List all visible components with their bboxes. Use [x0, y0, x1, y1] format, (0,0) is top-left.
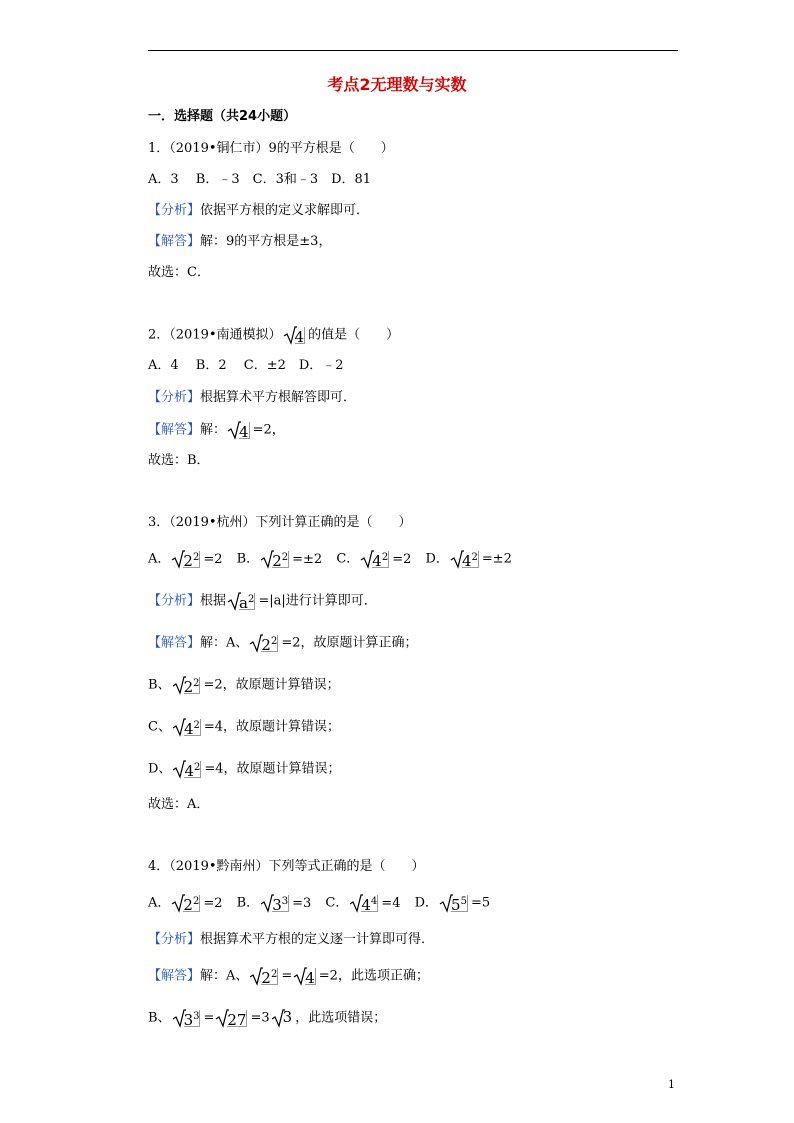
sqrt-symbol — [227, 590, 257, 612]
sqrt-symbol — [227, 419, 252, 441]
q2-answer — [148, 419, 285, 441]
q4-opt-a-rest: =2 — [203, 895, 223, 911]
q3-opt-d-base: 4 — [461, 552, 472, 570]
q3-c-base: 4 — [183, 720, 194, 738]
sqrt-symbol — [171, 548, 202, 570]
q3-opt-c-base: 4 — [372, 552, 382, 570]
q4-b-mid: = — [203, 1010, 215, 1026]
sqrt-symbol — [293, 965, 318, 987]
q3-c-post: =4，故原题计算错误； — [203, 719, 341, 735]
sqrt-symbol — [215, 1007, 249, 1029]
q4-opt-c-base: 4 — [361, 896, 371, 914]
q3-opt-c-label: C． — [336, 551, 360, 567]
q4-b-rad2: 27 — [227, 1011, 247, 1029]
sqrt-symbol — [271, 1007, 295, 1029]
q3-answer-a-post: =2，故原题计算正确； — [281, 635, 418, 651]
sqrt-symbol — [450, 548, 481, 570]
q4-answer-b — [148, 1007, 386, 1029]
q3-opt-a-rest: =2 — [203, 551, 223, 567]
q3-opt-a-label: A． — [148, 551, 171, 567]
q3-opt-b-exp: 2 — [281, 552, 289, 563]
q2-radicand: 4 — [294, 328, 305, 346]
answer-tag: 【解答】 — [148, 635, 201, 651]
sqrt-symbol — [439, 892, 470, 914]
q2-analysis — [148, 387, 356, 409]
analysis-tag: 【分析】 — [148, 203, 201, 218]
q4-opt-d-exp: 5 — [460, 896, 467, 907]
q4-opt-c-rest: =4 — [381, 895, 401, 911]
q3-d-base: 4 — [184, 762, 194, 780]
answer-tag: 【解答】 — [148, 968, 201, 984]
q4-b-exp: 3 — [193, 1011, 200, 1022]
q4-opt-a-label: A． — [148, 895, 171, 911]
q1-answer — [148, 231, 331, 253]
q3-answer-a-base: 2 — [261, 636, 271, 654]
q3-b-base: 2 — [183, 678, 194, 696]
q1-answer-text: 解：9的平方根是±3， — [200, 234, 332, 249]
sqrt-symbol — [171, 892, 202, 914]
sqrt-symbol — [249, 965, 280, 987]
sqrt-symbol — [249, 632, 280, 654]
q1-analysis-text: 依据平方根的定义求解即可． — [200, 203, 370, 218]
analysis-tag: 【分析】 — [148, 932, 201, 947]
q3-c-pre: C、 — [148, 719, 171, 735]
q3-c-exp: 2 — [193, 720, 200, 731]
q3-d-post: =4，故原题计算错误； — [204, 761, 341, 777]
q2-choose: 故选：B． — [148, 453, 210, 468]
q3-b-post: =2，故原题计算错误； — [203, 677, 340, 693]
analysis-tag: 【分析】 — [148, 593, 201, 609]
q4-opt-d-rest: =5 — [470, 895, 491, 911]
q3-opt-d-label: D． — [425, 551, 449, 567]
q3-d-exp: 2 — [193, 762, 201, 773]
q4-opt-d-base: 5 — [451, 896, 461, 914]
q1-stem: 1．（2019•铜仁市）9的平方根是（ ） — [148, 141, 394, 156]
q3-opt-a-exp: 2 — [192, 552, 200, 563]
q4-answer-a-mid: = — [281, 968, 293, 984]
sqrt-symbol — [283, 324, 308, 346]
q4-answer-a-base: 2 — [261, 969, 271, 987]
q3-answer-a — [148, 632, 418, 654]
q3-opt-a-base: 2 — [183, 552, 193, 570]
q3-opt-d-exp: 2 — [471, 552, 478, 563]
sqrt-symbol — [172, 674, 203, 696]
q3-opt-b-rest: =±2 — [292, 551, 323, 567]
q3-analysis-pre: 根据 — [200, 593, 227, 609]
q2-analysis-text: 根据算术平方根解答即可． — [200, 390, 357, 405]
sqrt-symbol — [172, 758, 203, 780]
q4-b-mid2: =3 — [250, 1010, 270, 1026]
q1-analysis — [148, 200, 369, 222]
q2-stem — [148, 324, 399, 346]
q4-opt-b-base: 3 — [272, 896, 282, 914]
q3-answer-a-pre: 解：A、 — [200, 635, 249, 651]
q3-b-exp: 2 — [193, 678, 200, 689]
q3-options — [148, 548, 512, 570]
sqrt-symbol — [172, 1007, 203, 1029]
q3-stem: 3．（2019•杭州）下列计算正确的是（ ） — [148, 515, 412, 530]
q4-analysis — [148, 929, 434, 951]
q4-b-pre: B、 — [148, 1010, 171, 1026]
q4-opt-b-rest: =3 — [292, 895, 312, 911]
sqrt-symbol — [260, 548, 291, 570]
q4-opt-a-exp: 2 — [192, 896, 200, 907]
section-heading: 一．选择题（共24小题） — [148, 109, 297, 124]
q3-d-pre: D、 — [148, 761, 172, 777]
sqrt-symbol — [172, 716, 203, 738]
sqrt-symbol — [260, 892, 291, 914]
sqrt-symbol — [349, 892, 380, 914]
q4-options — [148, 892, 490, 914]
q4-opt-b-label: B． — [236, 895, 260, 911]
page-number: 1 — [668, 1078, 675, 1091]
q4-answer-a-post: =2，此选项正确； — [318, 968, 429, 984]
q4-answer-a-rad2: 4 — [305, 969, 315, 987]
q4-opt-a-base: 2 — [183, 896, 193, 914]
q3-opt-d-rest: =±2 — [481, 551, 512, 567]
answer-tag: 【解答】 — [148, 234, 201, 249]
q4-b-post: ，此选项错误； — [295, 1010, 387, 1026]
q2-stem-post: 的值是（ ） — [308, 327, 400, 343]
q4-answer-a-exp: 2 — [270, 969, 278, 980]
q2-stem-pre: 2．（2019•南通模拟） — [148, 327, 282, 343]
sqrt-symbol — [360, 548, 391, 570]
q4-opt-c-label: C． — [325, 895, 349, 911]
q1-choose: 故选：C． — [148, 265, 210, 280]
q4-analysis-text: 根据算术平方根的定义逐一计算即可得． — [200, 932, 435, 947]
q3-answer-a-exp: 2 — [270, 636, 278, 647]
q3-b-pre: B、 — [148, 677, 171, 693]
q4-opt-c-exp: 4 — [370, 896, 378, 907]
q3-opt-b-label: B． — [236, 551, 260, 567]
page-title: 考点2无理数与实数 — [327, 75, 467, 94]
answer-tag: 【解答】 — [148, 422, 201, 438]
q3-analysis — [148, 590, 377, 612]
q2-answer-post: =2， — [252, 422, 285, 438]
q4-stem: 4．（2019•黔南州）下列等式正确的是（ ） — [148, 859, 425, 874]
q3-opt-c-exp: 2 — [381, 552, 389, 563]
q3-opt-b-base: 2 — [272, 552, 282, 570]
header-rule — [148, 50, 678, 51]
q3-analysis-post: =|a|进行计算即可． — [258, 593, 377, 609]
q3-analysis-exp: 2 — [247, 594, 255, 605]
q3-answer-b — [148, 674, 340, 696]
q2-answer-pre: 解： — [200, 422, 227, 438]
q3-answer-d — [148, 758, 341, 780]
q3-choose: 故选：A． — [148, 797, 210, 812]
q1-options: A．3 B．﹣3 C．3和﹣3 D．81 — [148, 172, 372, 187]
q3-answer-c — [148, 716, 340, 738]
q4-answer-a-pre: 解：A、 — [200, 968, 249, 984]
q3-opt-c-rest: =2 — [392, 551, 412, 567]
q4-b-base: 3 — [183, 1011, 194, 1029]
q4-opt-d-label: D． — [414, 895, 439, 911]
q3-analysis-base: a — [239, 594, 248, 612]
q4-opt-b-exp: 3 — [281, 896, 289, 907]
q4-answer-a — [148, 965, 429, 987]
analysis-tag: 【分析】 — [148, 390, 201, 405]
q2-options: A．4 B．2 C．±2 D．﹣2 — [148, 358, 344, 373]
q2-answer-radicand: 4 — [239, 423, 249, 441]
q4-b-rad3: 3 — [282, 1008, 293, 1026]
